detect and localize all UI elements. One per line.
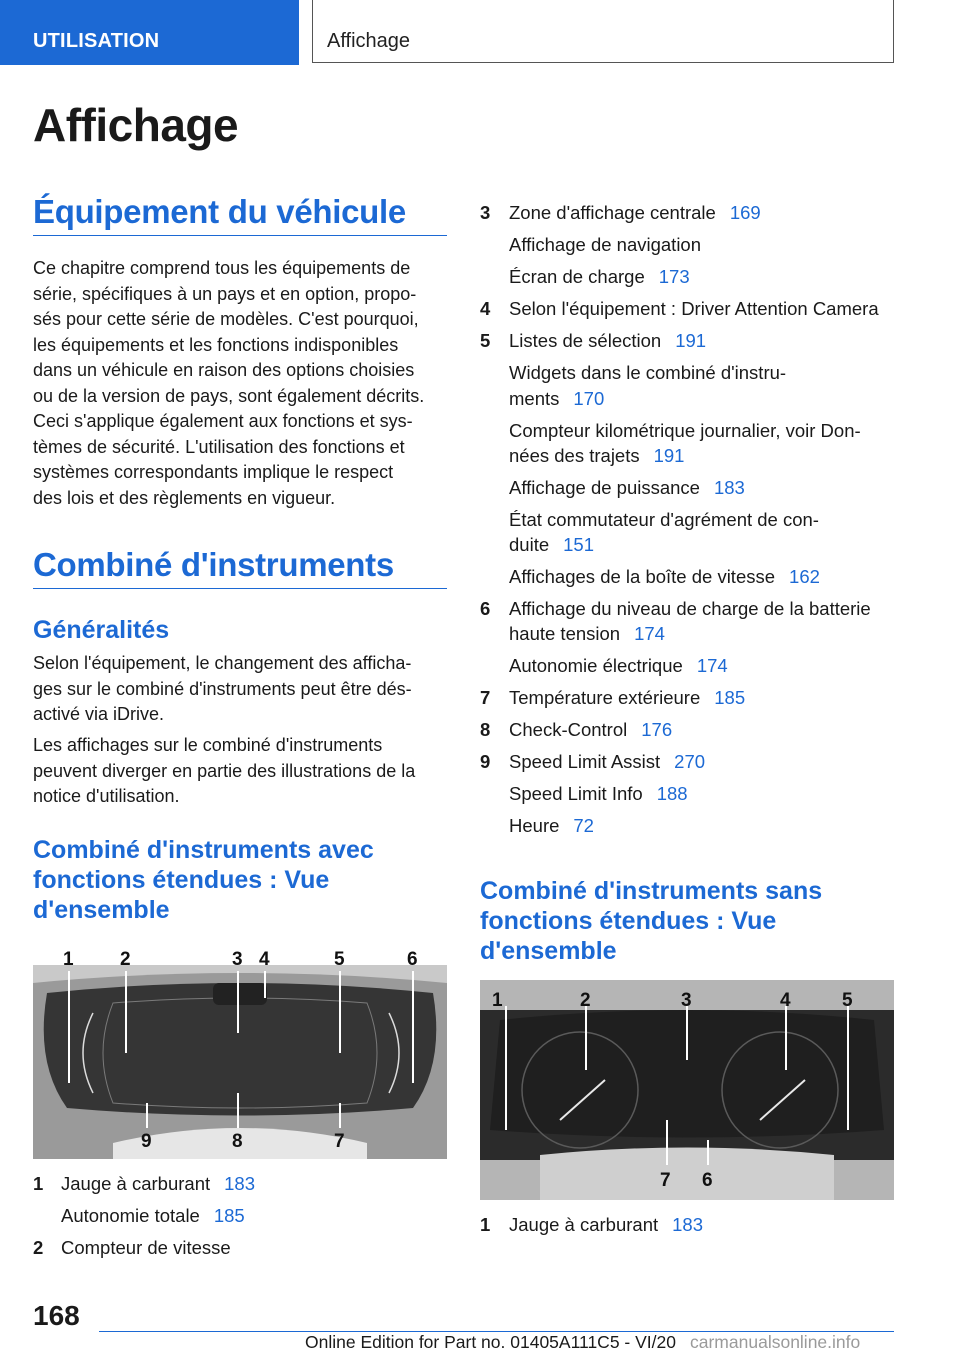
page-ref-link[interactable]: 183: [713, 477, 745, 498]
item-text: Affichage de navigation: [509, 234, 702, 255]
item-text: Speed Limit Info: [509, 783, 643, 804]
callout-4: 4: [259, 949, 270, 970]
equipment-text: Ce chapitre comprend tous les équipements de série, spécifiques à un pays et en option, propo- sés pour cette série de modèles. C'est pourquoi, les équipements et les fonctions indisponibles dans un véhicule en raison des options choisies ou de la version de pays, sont également décrits. Ceci s'applique également aux fonctions et sys- tèmes de sécurité. L'utilisation des fonctions et systèmes correspondants implique le respect des lois et des règlements en vigueur.: [33, 258, 425, 508]
item-text: Affichage de puissance: [509, 477, 700, 498]
callout-9: 9: [141, 1131, 152, 1152]
item-text: Affichage du niveau de charge de la batterie: [509, 598, 871, 619]
general-text-1: Selon l'équipement, le changement des afficha- ges sur le combiné d'instruments peut être dés- activé via iDrive.: [33, 653, 412, 724]
callout-6: 6: [702, 1170, 713, 1191]
item-text: Compteur kilométrique journalier, voir Don-: [509, 420, 861, 441]
item-text: État commutateur d'agrément de con-: [509, 509, 819, 530]
footer-text: Online Edition for Part no. 01405A111C5 - VI/20: [305, 1332, 676, 1352]
item-text: Zone d'affichage centrale: [509, 202, 716, 223]
callout-4: 4: [780, 990, 791, 1011]
section-tab[interactable]: [0, 0, 299, 65]
item-number: 4: [480, 298, 491, 319]
item-text: Widgets dans le combiné d'instru-: [509, 362, 787, 383]
page-ref-link[interactable]: 185: [714, 687, 746, 708]
general-heading: Généralités: [33, 616, 170, 644]
cluster-heading: Combiné d'instruments: [33, 546, 394, 583]
basic-heading: Combiné d'instruments sans fonctions étendues : Vue d'ensemble: [480, 877, 823, 965]
item-number: 8: [480, 719, 491, 740]
page-ref-link[interactable]: 183: [672, 1214, 704, 1235]
item-text: nées des trajets: [509, 445, 640, 466]
page-title: Affichage: [33, 99, 239, 151]
equipment-heading: Équipement du véhicule: [33, 193, 406, 230]
item-text: Check-Control: [509, 719, 628, 740]
item-text: Listes de sélection: [509, 330, 662, 351]
page-ref-link[interactable]: 151: [563, 534, 594, 555]
page-ref-link[interactable]: 173: [658, 266, 690, 287]
page-ref-link[interactable]: 174: [634, 623, 665, 644]
page-ref-link[interactable]: 72: [573, 815, 594, 836]
page-ref-link[interactable]: 270: [674, 751, 706, 772]
cluster-basic-image: [480, 980, 894, 1200]
page-ref-link[interactable]: 176: [641, 719, 673, 740]
item-number: 9: [480, 751, 491, 772]
watermark: carmanualsonline.info: [690, 1332, 861, 1352]
heading-rule: [33, 588, 447, 589]
item-text: Écran de charge: [509, 266, 645, 287]
callout-5: 5: [334, 949, 345, 970]
callout-7: 7: [334, 1131, 345, 1152]
page-ref-link[interactable]: 162: [789, 566, 820, 587]
page-ref-link[interactable]: 191: [653, 445, 685, 466]
item-number: 3: [480, 202, 491, 223]
item-text: Speed Limit Assist: [509, 751, 661, 772]
callout-3: 3: [681, 990, 692, 1011]
page-ref-link[interactable]: 188: [656, 783, 688, 804]
callout-8: 8: [232, 1131, 243, 1152]
item-number: 6: [480, 598, 491, 619]
heading-rule: [33, 235, 447, 236]
callout-5: 5: [842, 990, 853, 1011]
page-ref-link[interactable]: 191: [675, 330, 707, 351]
callout-6: 6: [407, 949, 418, 970]
page-number: 168: [33, 1300, 80, 1331]
extended-heading: Combiné d'instruments avec fonctions étendues : Vue d'ensemble: [33, 836, 374, 924]
cluster-extended-image: [33, 943, 447, 1159]
item-text: Température extérieure: [509, 687, 701, 708]
page-ref-link[interactable]: 170: [573, 388, 605, 409]
callout-1: 1: [492, 990, 503, 1011]
page-ref-link[interactable]: 185: [213, 1205, 245, 1226]
item-text: Heure: [509, 815, 560, 836]
page-ref-link[interactable]: 183: [224, 1173, 256, 1194]
page-ref-link[interactable]: 174: [696, 655, 728, 676]
item-text: Selon l'équipement : Driver Attention Camera: [509, 298, 879, 319]
page-ref-link[interactable]: 169: [729, 202, 761, 223]
item-text: Autonomie électrique: [509, 655, 683, 676]
item-number: 7: [480, 687, 491, 708]
general-text-2: Les affichages sur le combiné d'instruments peuvent diverger en partie des illustrations de la notice d'utilisation.: [33, 735, 416, 806]
callout-2: 2: [120, 949, 131, 970]
item-text: Affichages de la boîte de vitesse: [509, 566, 776, 587]
chapter-header: [312, 0, 894, 63]
callout-7: 7: [660, 1170, 671, 1191]
item-text: ments: [509, 388, 560, 409]
callout-1: 1: [63, 949, 74, 970]
callout-2: 2: [580, 990, 591, 1011]
section-label: UTILISATION: [33, 30, 160, 52]
chapter-label: Affichage: [327, 30, 411, 52]
item-text: duite: [509, 534, 550, 555]
callout-3: 3: [232, 949, 243, 970]
item-number: 5: [480, 330, 491, 351]
item-text: haute tension: [509, 623, 621, 644]
